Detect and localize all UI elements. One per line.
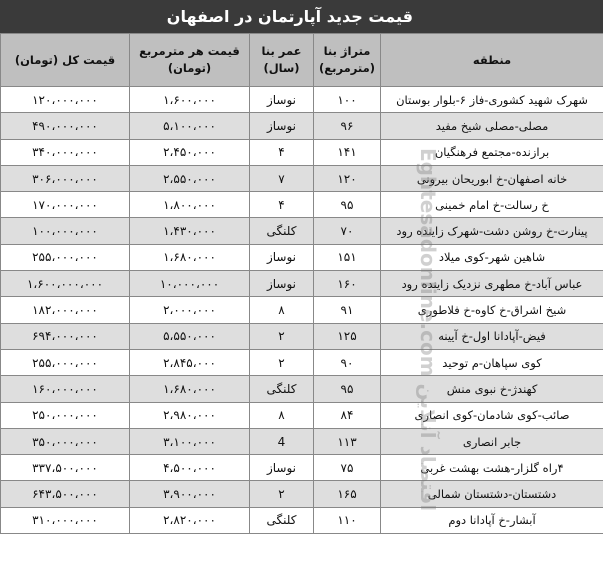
cell-region: جابر انصاری [381, 428, 603, 454]
cell-price-per-sqm: ۱،۸۰۰،۰۰۰ [130, 192, 250, 218]
cell-region: مصلی-مصلی شیخ مفید [381, 113, 603, 139]
cell-region: پینارت-خ روشن دشت-شهرک زاینده رود [381, 218, 603, 244]
cell-price-per-sqm: ۱۰،۰۰۰،۰۰۰ [130, 271, 250, 297]
cell-region: فیض-آپادانا اول-خ آیینه [381, 323, 603, 349]
cell-area: ۱۲۵ [314, 323, 381, 349]
table-row [1, 271, 603, 297]
cell-total-price: ۲۵۵،۰۰۰،۰۰۰ [1, 349, 130, 375]
cell-area: ۹۶ [314, 113, 381, 139]
cell-total-price: ۴۹۰،۰۰۰،۰۰۰ [1, 113, 130, 139]
cell-region: کهندژ-خ نبوی منش [381, 376, 603, 402]
cell-age: کلنگی [250, 376, 314, 402]
cell-region: خانه اصفهان-خ ابوریحان بیرونی [381, 165, 603, 191]
table-row [1, 402, 603, 428]
cell-total-price: ۳۴۰،۰۰۰،۰۰۰ [1, 139, 130, 165]
cell-price-per-sqm: ۲،۰۰۰،۰۰۰ [130, 297, 250, 323]
cell-region: عباس آباد-خ مطهری نزدیک زاینده رود [381, 271, 603, 297]
cell-total-price: ۱۲۰،۰۰۰،۰۰۰ [1, 87, 130, 113]
cell-age: نوساز [250, 113, 314, 139]
cell-age: ۴ [250, 139, 314, 165]
table-row [1, 218, 603, 244]
cell-area: ۱۶۵ [314, 481, 381, 507]
cell-total-price: ۳۱۰،۰۰۰،۰۰۰ [1, 507, 130, 533]
table-row [1, 455, 603, 481]
cell-age: 4 [250, 428, 314, 454]
cell-area: ۷۵ [314, 455, 381, 481]
cell-age: نوساز [250, 271, 314, 297]
header-age: عمر بنا (سال) [250, 34, 314, 87]
cell-area: ۱۲۰ [314, 165, 381, 191]
cell-total-price: ۶۹۴،۰۰۰،۰۰۰ [1, 323, 130, 349]
cell-area: ۱۱۰ [314, 507, 381, 533]
cell-area: ۷۰ [314, 218, 381, 244]
cell-region: شهرک شهید کشوری-فاز ۶-بلوار بوستان [381, 87, 603, 113]
cell-total-price: ۱۰۰،۰۰۰،۰۰۰ [1, 218, 130, 244]
cell-price-per-sqm: ۱،۴۳۰،۰۰۰ [130, 218, 250, 244]
cell-total-price: ۲۵۵،۰۰۰،۰۰۰ [1, 244, 130, 270]
cell-total-price: ۳۰۶،۰۰۰،۰۰۰ [1, 165, 130, 191]
cell-area: ۹۱ [314, 297, 381, 323]
header-area: متراژ بنا (مترمربع) [314, 34, 381, 87]
cell-area: ۹۵ [314, 192, 381, 218]
cell-area: ۹۵ [314, 376, 381, 402]
cell-price-per-sqm: ۱،۶۸۰،۰۰۰ [130, 376, 250, 402]
cell-total-price: ۱۷۰،۰۰۰،۰۰۰ [1, 192, 130, 218]
cell-region: آبشار-خ آپادانا دوم [381, 507, 603, 533]
cell-total-price: ۶۴۳،۵۰۰،۰۰۰ [1, 481, 130, 507]
cell-price-per-sqm: ۵،۱۰۰،۰۰۰ [130, 113, 250, 139]
cell-price-per-sqm: ۵،۵۵۰،۰۰۰ [130, 323, 250, 349]
cell-area: ۱۶۰ [314, 271, 381, 297]
cell-region: صائب-کوی شادمان-کوی انصاری [381, 402, 603, 428]
cell-region: برازنده-مجتمع فرهنگیان [381, 139, 603, 165]
cell-price-per-sqm: ۴،۵۰۰،۰۰۰ [130, 455, 250, 481]
header-price-per-sqm: قیمت هر مترمربع (تومان) [130, 34, 250, 87]
cell-price-per-sqm: ۲،۹۸۰،۰۰۰ [130, 402, 250, 428]
cell-age: ۲ [250, 349, 314, 375]
cell-region: شیخ اشراق-خ کاوه-خ فلاطوری [381, 297, 603, 323]
table-row [1, 349, 603, 375]
cell-total-price: ۳۳۷،۵۰۰،۰۰۰ [1, 455, 130, 481]
cell-age: کلنگی [250, 507, 314, 533]
cell-area: ۱۴۱ [314, 139, 381, 165]
cell-price-per-sqm: ۱،۶۸۰،۰۰۰ [130, 244, 250, 270]
cell-area: ۱۱۳ [314, 428, 381, 454]
table-row [1, 481, 603, 507]
cell-area: ۹۰ [314, 349, 381, 375]
cell-age: ۸ [250, 402, 314, 428]
header-total-price: قیمت کل (تومان) [1, 34, 130, 87]
cell-price-per-sqm: ۳،۹۰۰،۰۰۰ [130, 481, 250, 507]
table-row [1, 192, 603, 218]
cell-age: ۷ [250, 165, 314, 191]
cell-region: ۴راه گلزار-هشت بهشت غربی [381, 455, 603, 481]
cell-age: ۲ [250, 323, 314, 349]
table-row [1, 113, 603, 139]
table-row [1, 428, 603, 454]
header-region: منطقه [381, 34, 603, 87]
watermark: Eghtesadonline.com اقتصاد آنلاین [416, 148, 440, 512]
cell-total-price: ۳۵۰،۰۰۰،۰۰۰ [1, 428, 130, 454]
cell-area: ۱۰۰ [314, 87, 381, 113]
cell-price-per-sqm: ۳،۱۰۰،۰۰۰ [130, 428, 250, 454]
price-table [0, 33, 603, 534]
table-header-row [1, 34, 603, 87]
table-row [1, 139, 603, 165]
cell-age: کلنگی [250, 218, 314, 244]
table-body [1, 87, 603, 534]
cell-age: ۸ [250, 297, 314, 323]
page-title: قیمت جدید آپارتمان در اصفهان [0, 0, 603, 33]
cell-age: نوساز [250, 87, 314, 113]
cell-region: دشتستان-دشتستان شمالی [381, 481, 603, 507]
cell-total-price: ۲۵۰،۰۰۰،۰۰۰ [1, 402, 130, 428]
table-row [1, 507, 603, 533]
cell-total-price: ۱،۶۰۰،۰۰۰،۰۰۰ [1, 271, 130, 297]
cell-region: خ رسالت-خ امام خمینی [381, 192, 603, 218]
cell-region: کوی سپاهان-م توحید [381, 349, 603, 375]
table-row [1, 297, 603, 323]
cell-price-per-sqm: ۲،۸۲۰،۰۰۰ [130, 507, 250, 533]
cell-total-price: ۱۶۰،۰۰۰،۰۰۰ [1, 376, 130, 402]
table-row [1, 376, 603, 402]
cell-area: ۱۵۱ [314, 244, 381, 270]
cell-age: ۲ [250, 481, 314, 507]
table-row [1, 323, 603, 349]
cell-age: ۴ [250, 192, 314, 218]
cell-price-per-sqm: ۱،۶۰۰،۰۰۰ [130, 87, 250, 113]
cell-total-price: ۱۸۲،۰۰۰،۰۰۰ [1, 297, 130, 323]
cell-price-per-sqm: ۲،۴۵۰،۰۰۰ [130, 139, 250, 165]
cell-price-per-sqm: ۲،۸۴۵،۰۰۰ [130, 349, 250, 375]
cell-region: شاهین شهر-کوی میلاد [381, 244, 603, 270]
table-row [1, 165, 603, 191]
cell-age: نوساز [250, 244, 314, 270]
cell-age: نوساز [250, 455, 314, 481]
table-row [1, 87, 603, 113]
table-row [1, 244, 603, 270]
cell-area: ۸۴ [314, 402, 381, 428]
cell-price-per-sqm: ۲،۵۵۰،۰۰۰ [130, 165, 250, 191]
